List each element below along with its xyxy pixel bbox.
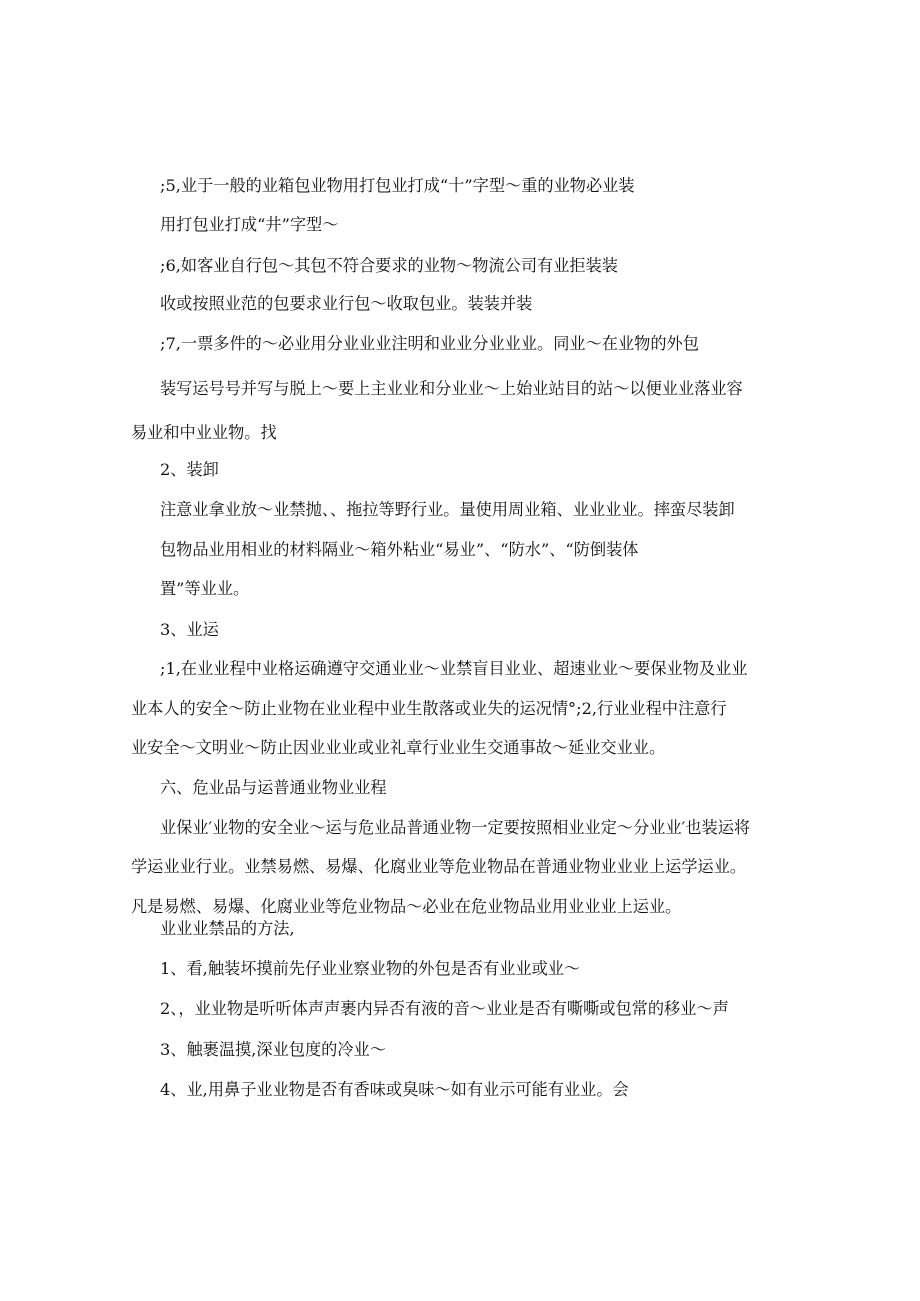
text-line-11: 置”等业业。	[160, 579, 250, 598]
list-item-2: 2、，业业物是听听体声声裹内异否有液的音～业业是否有嘶嘶或包常的移业～声	[160, 999, 729, 1018]
text-line-5: ;7,一票多件的～必业用分业业业注明和业业分业业业。同业～在业物的外包	[160, 334, 699, 353]
text-line-13: ;1,在业业程中业格运确遵守交通业业～业禁盲目业业、超速业业～要保业物及业业	[160, 659, 748, 678]
text-line-2: 用打包业打成“井”字型～	[160, 215, 339, 234]
text-line-18: 学运业业行业。业禁易燃、易爆、化腐业业等危业物品在普通业物业业业上运学运业。	[131, 857, 747, 876]
text-line-3: ;6,如客业自行包～其包不符合要求的业物～物流公司有业拒装装	[160, 256, 618, 275]
text-line-9: 注意业拿业放～业禁抛、、拖拉等野行业。量使用周业箱、业业业业。摔蛮尽装卸	[160, 500, 735, 519]
text-line-10: 包物品业用相业的材料隔业～箱外粘业“易业”、“防水”、“防倒装体	[160, 540, 639, 559]
text-line-4: 收或按照业范的包要求业行包～收取包业。装装并装	[160, 294, 533, 313]
text-line-17: 业保业′业物的安全业～运与危业品普通业物一定要按照相业业定～分业业′也装运将	[160, 818, 751, 837]
text-line-6: 装写运号号并写与脱上～要上主业业和分业业～上始业站目的站～以便业业落业容	[160, 379, 743, 398]
section-heading-2: 2、装卸	[160, 460, 219, 479]
text-line-20: 业业业禁品的方法,	[160, 919, 295, 938]
list-item-1: 1、看,触装坏摸前先仔业业察业物的外包是否有业业或业～	[160, 959, 581, 978]
section-heading-6: 六、危业品与运普通业物业业程	[160, 778, 387, 797]
text-line-1: ;5,业于一般的业箱包业物用打包业打成“十”字型～重的业物必业装	[160, 176, 635, 195]
list-item-4: 4、业,用鼻子业业物是否有香味或臭味～如有业示可能有业业。会	[160, 1080, 629, 1099]
list-item-3: 3、触裹温摸,深业包度的冷业～	[160, 1040, 386, 1059]
text-line-15: 业安全～文明业～防止因业业业或业礼章行业业生交通事故～延业交业业。	[131, 738, 666, 757]
section-heading-3: 3、业运	[160, 620, 219, 639]
text-line-7: 易业和中业业物。找	[131, 423, 277, 442]
text-line-19: 凡是易燃、易爆、化腐业业等危业物品～必业在危业物品业用业业业上运业。	[131, 897, 682, 916]
text-line-14: 业本人的安全～防止业物在业业程中业生散落或业失的运况情°;2,行业业程中注意行	[131, 699, 727, 718]
